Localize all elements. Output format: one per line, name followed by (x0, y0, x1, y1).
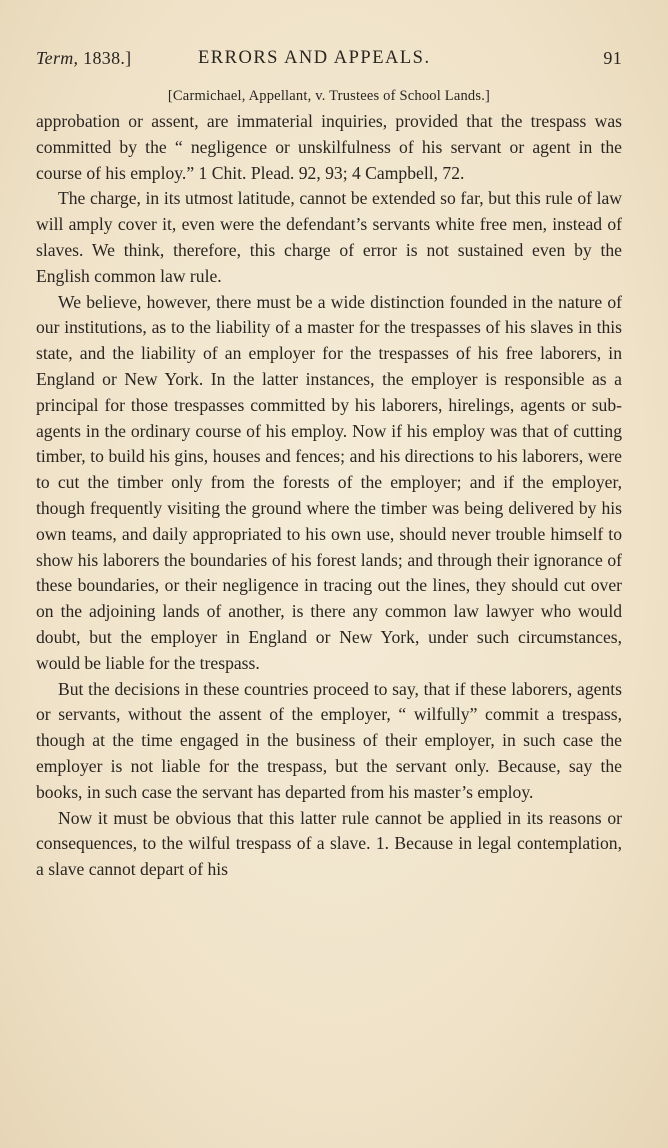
paragraph-3: We believe, however, there must be a wide distinction founded in the nature of our institutions, as to the liability of a master for the trespasses of his slaves in this state, and the liability of an employer for the trespasses of his free laborers, in England or New York. In the latter instances, the employer is responsible as a principal for those trespasses committed by his laborers, hirelings, agents or sub-agents in the ordinary course of his employ. Now if his employ was that of cutting timber, to build his gins, houses and fences; and his directions to his laborers, were to cut the timber only from the forests of the employer; and if the employer, though frequently visiting the ground where the timber was being delivered by his own teams, and daily appropriated to his own use, should never trouble himself to show his laborers the boundaries of his forest lands; and through their ignorance of these boundaries, or their negligence in tracing out the lines, they should cut over on the adjoining lands of another, is there any common law lawyer who would doubt, but the employer in England or New York, under such circumstances, would be liable for the trespass. (36, 291, 622, 673)
running-head (36, 44, 622, 74)
term-year: 1838.] (83, 48, 132, 68)
running-title: ERRORS AND APPEALS. (198, 48, 431, 68)
case-caption: [Carmichael, Appellant, v. Trustees of School Lands.] (167, 88, 491, 104)
term-prefix: Term, (36, 48, 79, 68)
paragraph-5: Now it must be obvious that this latter rule cannot be applied in its reasons or consequences, to the wilful trespass of a slave. 1. Because in legal contemplation, a slave cannot depart of his (36, 807, 622, 880)
paragraph-1: approbation or assent, are immaterial inquiries, provided that the trespass was committed by the “ negligence or unskilfulness of his servant or agent in the course of his employ.” 1 Chit. Plead. 92, 93; 4 Campbell, 72. (36, 111, 622, 183)
paragraph-4: But the decisions in these countries proceed to say, that if these laborers, agents or servants, without the assent of the employer, “ wilfully” commit a trespass, though at the time engaged in the business of their employer, in such case the employer is not liable for the trespass, but the servant only. Because, say the books, in such case the servant has departed from his master’s employ. (36, 678, 622, 802)
paragraph-2: The charge, in its utmost latitude, cannot be extended so far, but this rule of law will amply cover it, even were the defendant’s servants white free men, instead of slaves. We think, therefore, this charge of error is not sustained even by the English common law rule. (36, 188, 622, 286)
body-text (36, 109, 622, 883)
term-label (36, 48, 131, 69)
book-page (36, 44, 622, 883)
page-number: 91 (603, 48, 622, 68)
